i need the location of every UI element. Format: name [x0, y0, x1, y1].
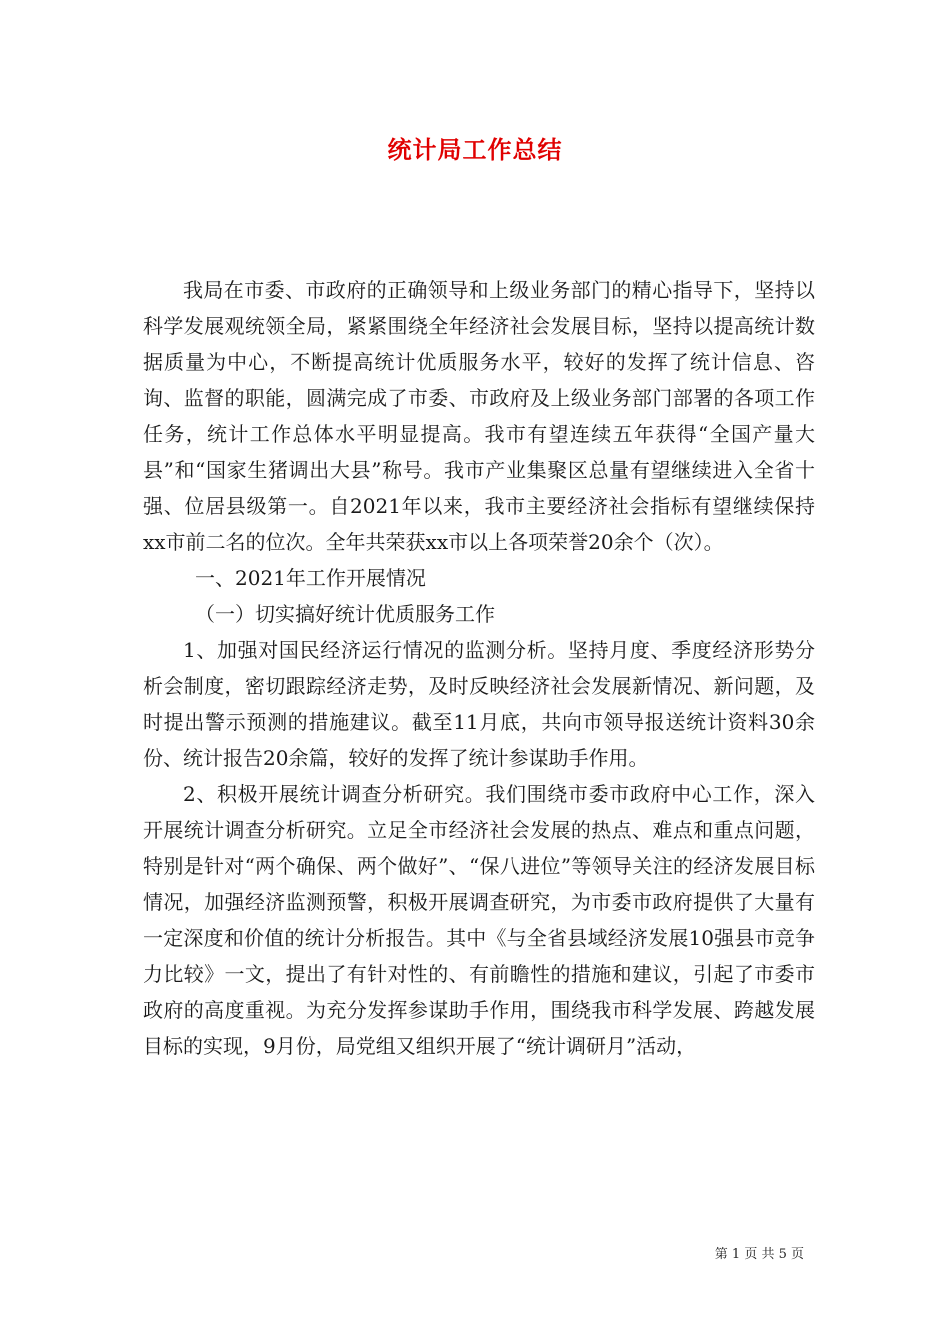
subsection-heading: （一）切实搞好统计优质服务工作	[195, 602, 495, 626]
document-title: 统计局工作总结	[387, 136, 563, 164]
document-body	[143, 272, 815, 1064]
section-heading: 一、2021年工作开展情况	[195, 566, 426, 590]
intro-paragraph: 我局在市委、市政府的正确领导和上级业务部门的精心指导下，坚持以科学发展观统领全局，紧紧围绕全年经济社会发展目标，坚持以提高统计数据质量为中心，不断提高统计优质服务水平，较好的发挥了统计信息、咨询、监督的职能，圆满完成了市委、市政府及上级业务部门部署的各项工作任务，统计工作总体水平明显提高。我市有望连续五年获得“全国产量大县”和“国家生猪调出大县”称号。我市产业集聚区总量有望继续进入全省十强、位居县级第一。自2021年以来，我市主要经济社会指标有望继续保持xx市前二名的位次。全年共荣获xx市以上各项荣誉20余个（次）。	[143, 278, 815, 554]
item-paragraph-2: 2、积极开展统计调查分析研究。我们围绕市委市政府中心工作，深入开展统计调查分析研究。立足全市经济社会发展的热点、难点和重点问题，特别是针对“两个确保、两个做好”、“保八进位”等领导关注的经济发展目标情况，加强经济监测预警，积极开展调查研究，为市委市政府提供了大量有一定深度和价值的统计分析报告。其中《与全省县域经济发展10强县市竞争力比较》一文，提出了有针对性的、有前瞻性的措施和建议，引起了市委市政府的高度重视。为充分发挥参谋助手作用，围绕我市科学发展、跨越发展目标的实现，9月份，局党组又组织开展了“统计调研月”活动，	[143, 782, 815, 1058]
page-number: 第 1 页 共 5 页	[714, 1247, 804, 1262]
item-paragraph-1: 1、加强对国民经济运行情况的监测分析。坚持月度、季度经济形势分析会制度，密切跟踪经济走势，及时反映经济社会发展新情况、新问题，及时提出警示预测的措施建议。截至11月底，共向市领导报送统计资料30余份、统计报告20余篇，较好的发挥了统计参谋助手作用。	[143, 638, 815, 770]
